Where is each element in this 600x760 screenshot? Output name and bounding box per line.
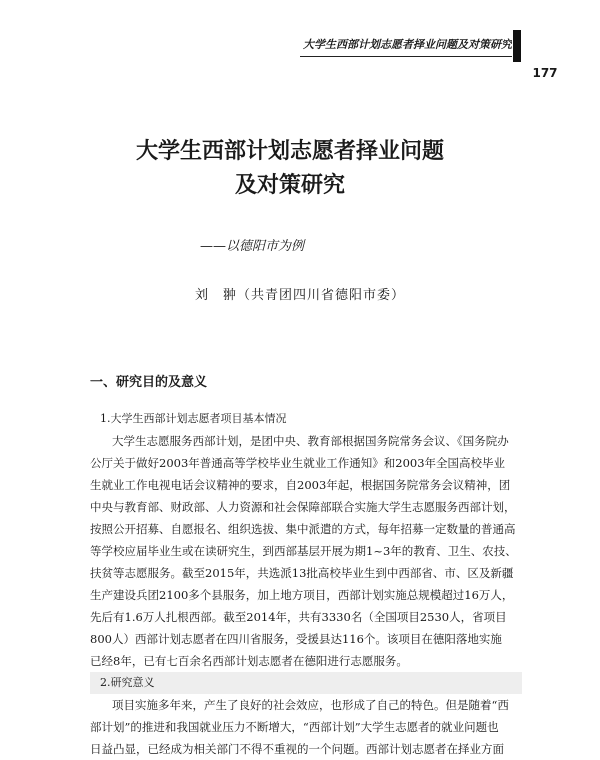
running-head: 大学生西部计划志愿者择业问题及对策研究: [303, 38, 512, 51]
title-line-2: 及对策研究: [234, 172, 345, 198]
author-line: 刘 翀（共青团四川省德阳市委）: [194, 288, 405, 303]
header-bar: [513, 30, 521, 62]
paragraph-line: 已经8年，已有七百余名西部计划志愿者在德阳进行志愿服务。: [90, 654, 408, 668]
paragraph-line: 部计划”的推进和我国就业压力不断增大，“西部计划”大学生志愿者的就业问题也: [90, 720, 499, 734]
article-title: [80, 134, 500, 202]
article-subtitle: ——以德阳市为例: [200, 239, 305, 254]
paragraph-line: 生就业工作电视电话会议精神的要求，自2003年起，根据国务院常务会议精神，团: [90, 478, 511, 492]
paragraph-line: 等学校应届毕业生或在读研究生，到西部基层开展为期1~3年的教育、卫生、农技、: [90, 544, 517, 558]
paragraph-line: 800人）西部计划志愿者在四川省服务，受援县达116个。该项目在德阳落地实施: [90, 632, 502, 646]
paragraph-line: 中央与教育部、财政部、人力资源和社会保障部联合实施大学生志愿服务西部计划，: [90, 500, 516, 514]
page-number: 177: [532, 66, 558, 80]
paragraph-line: 日益凸显，已经成为相关部门不得不重视的一个问题。西部计划志愿者在择业方面: [90, 742, 504, 756]
paragraph-line: 先后有1.6万人扎根西部。截至2014年，共有3330名（全国项目2530人，省项目: [90, 610, 507, 624]
header-rule: [300, 56, 512, 57]
paragraph-line: 扶贫等志愿服务。截至2015年，共选派13批高校毕业生到中西部省、市、区及新疆: [90, 566, 514, 580]
paragraph-line: 项目实施多年来，产生了良好的社会效应，也形成了自己的特色。但是随着“西: [112, 698, 509, 712]
section-heading: 一、研究目的及意义: [90, 375, 208, 390]
title-line-1: 大学生西部计划志愿者择业问题: [135, 138, 444, 164]
article-body: [90, 372, 522, 760]
paragraph-line: 公厅关于做好2003年普通高等学校毕业生就业工作通知》和2003年全国高校毕业: [90, 456, 506, 470]
paragraph-line: 按照公开招募、自愿报名、组织选拔、集中派遣的方式，每年招募一定数量的普通高: [90, 522, 516, 536]
subsection-heading-2: 2.研究意义: [90, 672, 522, 694]
subsection-heading-1: 1.大学生西部计划志愿者项目基本情况: [100, 412, 287, 425]
paragraph-line: 生产建设兵团2100多个县服务，加上地方项目，西部计划实施总规模超过16万人，: [90, 588, 514, 602]
paragraph-line: 大学生志愿服务西部计划，是团中央、教育部根据国务院常务会议、《国务院办: [112, 434, 509, 448]
